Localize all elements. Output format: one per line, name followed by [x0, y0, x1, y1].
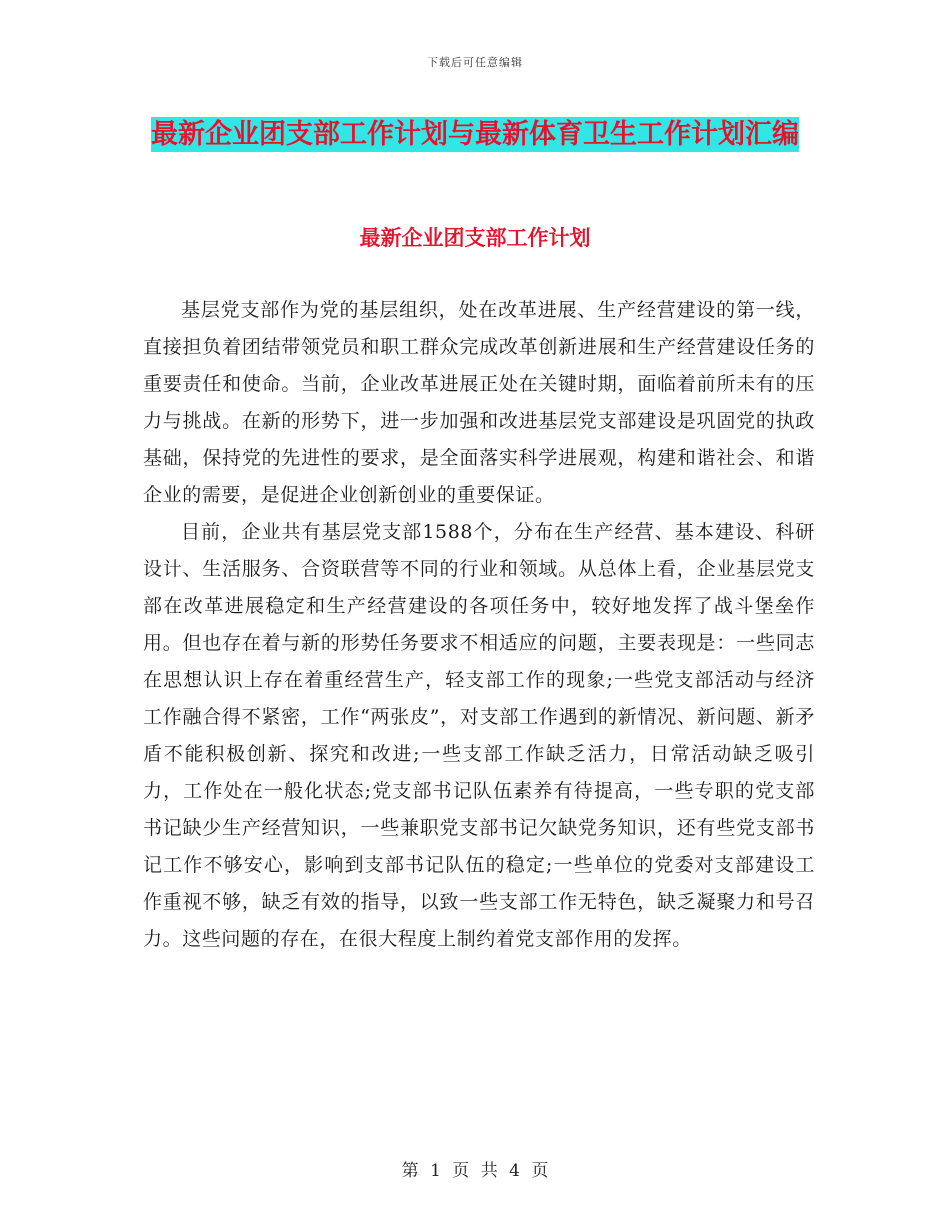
page-number: 第 1 页 共 4 页 — [401, 1161, 549, 1181]
document-title-text: 最新企业团支部工作计划与最新体育卫生工作计划汇编 — [151, 119, 799, 150]
section-title: 最新企业团支部工作计划 — [359, 226, 591, 250]
paragraph: 目前，企业共有基层党支部1588个，分布在生产经营、基本建设、科研设计、生活服务、合资联营等不同的行业和领域。从总体上看，企业基层党支部在改革进展稳定和生产经营建设的各项任务中，较好地发挥了战斗堡垒作用。但也存在着与新的形势任务要求不相适应的问题，主要表现是：一些同志在思想认识上存在着重经营生产，轻支部工作的现象;一些党支部活动与经济工作融合得不紧密，工作“两张皮”，对支部工作遇到的新情况、新问题、新矛盾不能积极创新、探究和改进;一些支部工作缺乏活力，日常活动缺乏吸引力，工作处在一般化状态;党支部书记队伍素养有待提高，一些专职的党支部书记缺少生产经营知识，一些兼职党支部书记欠缺党务知识，还有些党支部书记工作不够安心，影响到支部书记队伍的稳定;一些单位的党委对支部建设工作重视不够，缺乏有效的指导，以致一些支部工作无特色，缺乏凝聚力和号召力。这些问题的存在，在很大程度上制约着党支部作用的发挥。 — [143, 521, 815, 950]
document-title — [140, 112, 810, 158]
paragraph: 基层党支部作为党的基层组织，处在改革进展、生产经营建设的第一线，直接担负着团结带领党员和职工群众完成改革创新进展和生产经营建设任务的重要责任和使命。当前，企业改革进展正处在关键时期，面临着前所未有的压力与挑战。在新的形势下，进一步加强和改进基层党支部建设是巩固党的执政基础，保持党的先进性的要求，是全面落实科学进展观，构建和谐社会、和谐企业的需要，是促进企业创新创业的重要保证。 — [143, 299, 815, 506]
body-text — [143, 292, 815, 958]
header-note: 下载后可任意编辑 — [427, 56, 523, 69]
